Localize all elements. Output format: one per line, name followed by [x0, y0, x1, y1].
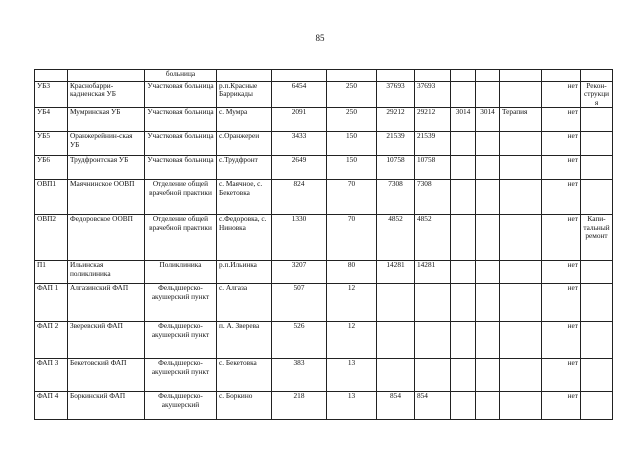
capacity-cell: 13: [327, 359, 377, 392]
visits-plan-cell: 4852: [377, 215, 415, 261]
capacity-cell: 12: [327, 322, 377, 359]
note-cell: [581, 108, 613, 132]
table-row: [35, 359, 613, 392]
specialty-cell: [500, 82, 542, 108]
specialty-cell: [500, 215, 542, 261]
extra-value-cell: 3014: [476, 108, 500, 132]
extra-value-cell: [451, 180, 476, 215]
facility-code-cell: ФАП 3: [35, 359, 68, 392]
note-cell: [581, 180, 613, 215]
status-cell: нет: [542, 284, 581, 322]
note-cell: [581, 261, 613, 284]
facility-code-cell: УБ3: [35, 82, 68, 108]
facility-type-cell: больница: [145, 70, 217, 82]
visits-fact-cell: 4852: [415, 215, 451, 261]
facility-name-cell: Маячнинское ООВП: [68, 180, 145, 215]
facility-location-cell: с. Алгаза: [217, 284, 272, 322]
facility-name-cell: Оранжерейнин-ская УБ: [68, 132, 145, 156]
extra-value-cell: [476, 322, 500, 359]
specialty-cell: [500, 284, 542, 322]
extra-value-cell: [451, 392, 476, 420]
capacity-cell: 80: [327, 261, 377, 284]
visits-fact-cell: 854: [415, 392, 451, 420]
extra-value-cell: [476, 392, 500, 420]
visits-plan-cell: [377, 284, 415, 322]
status-cell: нет: [542, 359, 581, 392]
facility-code-cell: ОВП2: [35, 215, 68, 261]
facility-location-cell: р.п.Ильинка: [217, 261, 272, 284]
capacity-cell: 150: [327, 132, 377, 156]
population-cell: 6454: [272, 82, 327, 108]
table-row: [35, 156, 613, 180]
population-cell: 507: [272, 284, 327, 322]
specialty-cell: Терапия: [500, 108, 542, 132]
facility-type-cell: Фельдшерско-акушерский пункт: [145, 359, 217, 392]
population-cell: 2649: [272, 156, 327, 180]
status-cell: нет: [542, 215, 581, 261]
visits-fact-cell: 21539: [415, 132, 451, 156]
capacity-cell: 12: [327, 284, 377, 322]
facility-location-cell: с. Боркино: [217, 392, 272, 420]
page-number: 85: [315, 33, 325, 43]
specialty-cell: [500, 322, 542, 359]
capacity-cell: 70: [327, 180, 377, 215]
extra-value-cell: [451, 261, 476, 284]
capacity-cell: 150: [327, 156, 377, 180]
note-cell: Рекон-струкция: [581, 82, 613, 108]
facility-name-cell: Алгазинский ФАП: [68, 284, 145, 322]
facility-location-cell: п. А. Зверева: [217, 322, 272, 359]
extra-value-cell: [476, 156, 500, 180]
visits-fact-cell: 29212: [415, 108, 451, 132]
status-cell: нет: [542, 82, 581, 108]
visits-plan-cell: 21539: [377, 132, 415, 156]
capacity-cell: 250: [327, 82, 377, 108]
facility-location-cell: с.Оранжереи: [217, 132, 272, 156]
table-row: [35, 82, 613, 108]
table-row: [35, 180, 613, 215]
extra-value-cell: [451, 284, 476, 322]
facility-location-cell: с.Трудфронт: [217, 156, 272, 180]
specialty-cell: [500, 132, 542, 156]
facility-name-cell: Боркинский ФАП: [68, 392, 145, 420]
facility-type-cell: Участковая больница: [145, 108, 217, 132]
table-row: [35, 392, 613, 420]
note-cell: [581, 359, 613, 392]
facility-name-cell: Бекетовский ФАП: [68, 359, 145, 392]
population-cell: 824: [272, 180, 327, 215]
visits-fact-cell: 10758: [415, 156, 451, 180]
table-row-continued: [35, 70, 613, 82]
extra-value-cell: [451, 82, 476, 108]
facility-name-cell: Ильинская поликлиника: [68, 261, 145, 284]
status-cell: нет: [542, 108, 581, 132]
extra-value-cell: 3014: [451, 108, 476, 132]
facility-name-cell: Федоровское ООВП: [68, 215, 145, 261]
note-cell: [581, 284, 613, 322]
population-cell: 3433: [272, 132, 327, 156]
extra-value-cell: [476, 82, 500, 108]
facility-type-cell: Участковая больница: [145, 82, 217, 108]
facility-name-cell: Трудфронтская УБ: [68, 156, 145, 180]
specialty-cell: [500, 392, 542, 420]
facility-type-cell: Поликлиника: [145, 261, 217, 284]
visits-fact-cell: [415, 284, 451, 322]
population-cell: 3207: [272, 261, 327, 284]
facility-location-cell: р.п.Красные Баррикады: [217, 82, 272, 108]
extra-value-cell: [476, 359, 500, 392]
note-cell: [581, 322, 613, 359]
facility-type-cell: Участковая больница: [145, 132, 217, 156]
facility-code-cell: УБ5: [35, 132, 68, 156]
visits-fact-cell: [415, 322, 451, 359]
table-row: [35, 108, 613, 132]
table-row: [35, 261, 613, 284]
note-cell: [581, 132, 613, 156]
extra-value-cell: [476, 215, 500, 261]
extra-value-cell: [451, 156, 476, 180]
extra-value-cell: [451, 132, 476, 156]
facility-code-cell: ФАП 2: [35, 322, 68, 359]
table-row: [35, 215, 613, 261]
facility-name-cell: Мумринская УБ: [68, 108, 145, 132]
capacity-cell: 250: [327, 108, 377, 132]
status-cell: нет: [542, 322, 581, 359]
facilities-table: [34, 69, 613, 420]
facility-name-cell: Краснобарри-кадненская УБ: [68, 82, 145, 108]
facility-code-cell: ФАП 1: [35, 284, 68, 322]
facility-code-cell: ФАП 4: [35, 392, 68, 420]
facility-type-cell: Фельдшерско-акушерский: [145, 392, 217, 420]
table-row: [35, 322, 613, 359]
visits-plan-cell: 37693: [377, 82, 415, 108]
facility-code-cell: ОВП1: [35, 180, 68, 215]
facility-name-cell: Зверевский ФАП: [68, 322, 145, 359]
visits-fact-cell: 7308: [415, 180, 451, 215]
table-row: [35, 132, 613, 156]
population-cell: 526: [272, 322, 327, 359]
capacity-cell: 70: [327, 215, 377, 261]
extra-value-cell: [476, 261, 500, 284]
extra-value-cell: [451, 215, 476, 261]
facility-location-cell: с. Бекетовка: [217, 359, 272, 392]
capacity-cell: 13: [327, 392, 377, 420]
extra-value-cell: [476, 284, 500, 322]
visits-fact-cell: 37693: [415, 82, 451, 108]
facility-location-cell: с. Мумра: [217, 108, 272, 132]
visits-plan-cell: [377, 359, 415, 392]
facility-code-cell: П1: [35, 261, 68, 284]
population-cell: 1330: [272, 215, 327, 261]
extra-value-cell: [451, 359, 476, 392]
status-cell: нет: [542, 180, 581, 215]
facility-type-cell: Отделение общей врачебной практики: [145, 180, 217, 215]
facility-type-cell: Фельдшерско-акушерский пункт: [145, 322, 217, 359]
facility-code-cell: УБ6: [35, 156, 68, 180]
visits-plan-cell: 854: [377, 392, 415, 420]
status-cell: нет: [542, 156, 581, 180]
extra-value-cell: [476, 132, 500, 156]
population-cell: 2091: [272, 108, 327, 132]
facility-location-cell: с.Федоровка, с. Ниновка: [217, 215, 272, 261]
facility-type-cell: Отделение общей врачебной практики: [145, 215, 217, 261]
population-cell: 383: [272, 359, 327, 392]
specialty-cell: [500, 156, 542, 180]
note-cell: Капи-тальный ремонт: [581, 215, 613, 261]
status-cell: нет: [542, 132, 581, 156]
facility-location-cell: с. Маячное, с. Бекетовка: [217, 180, 272, 215]
status-cell: нет: [542, 261, 581, 284]
specialty-cell: [500, 180, 542, 215]
note-cell: [581, 392, 613, 420]
visits-fact-cell: 14281: [415, 261, 451, 284]
table-row: [35, 284, 613, 322]
facility-type-cell: Фельдшерско-акушерский пункт: [145, 284, 217, 322]
status-cell: нет: [542, 392, 581, 420]
visits-plan-cell: [377, 322, 415, 359]
visits-plan-cell: 29212: [377, 108, 415, 132]
facility-code-cell: УБ4: [35, 108, 68, 132]
visits-plan-cell: 14281: [377, 261, 415, 284]
note-cell: [581, 156, 613, 180]
facility-type-cell: Участковая больница: [145, 156, 217, 180]
visits-fact-cell: [415, 359, 451, 392]
specialty-cell: [500, 359, 542, 392]
population-cell: 218: [272, 392, 327, 420]
visits-plan-cell: 7308: [377, 180, 415, 215]
extra-value-cell: [451, 322, 476, 359]
visits-plan-cell: 10758: [377, 156, 415, 180]
specialty-cell: [500, 261, 542, 284]
extra-value-cell: [476, 180, 500, 215]
